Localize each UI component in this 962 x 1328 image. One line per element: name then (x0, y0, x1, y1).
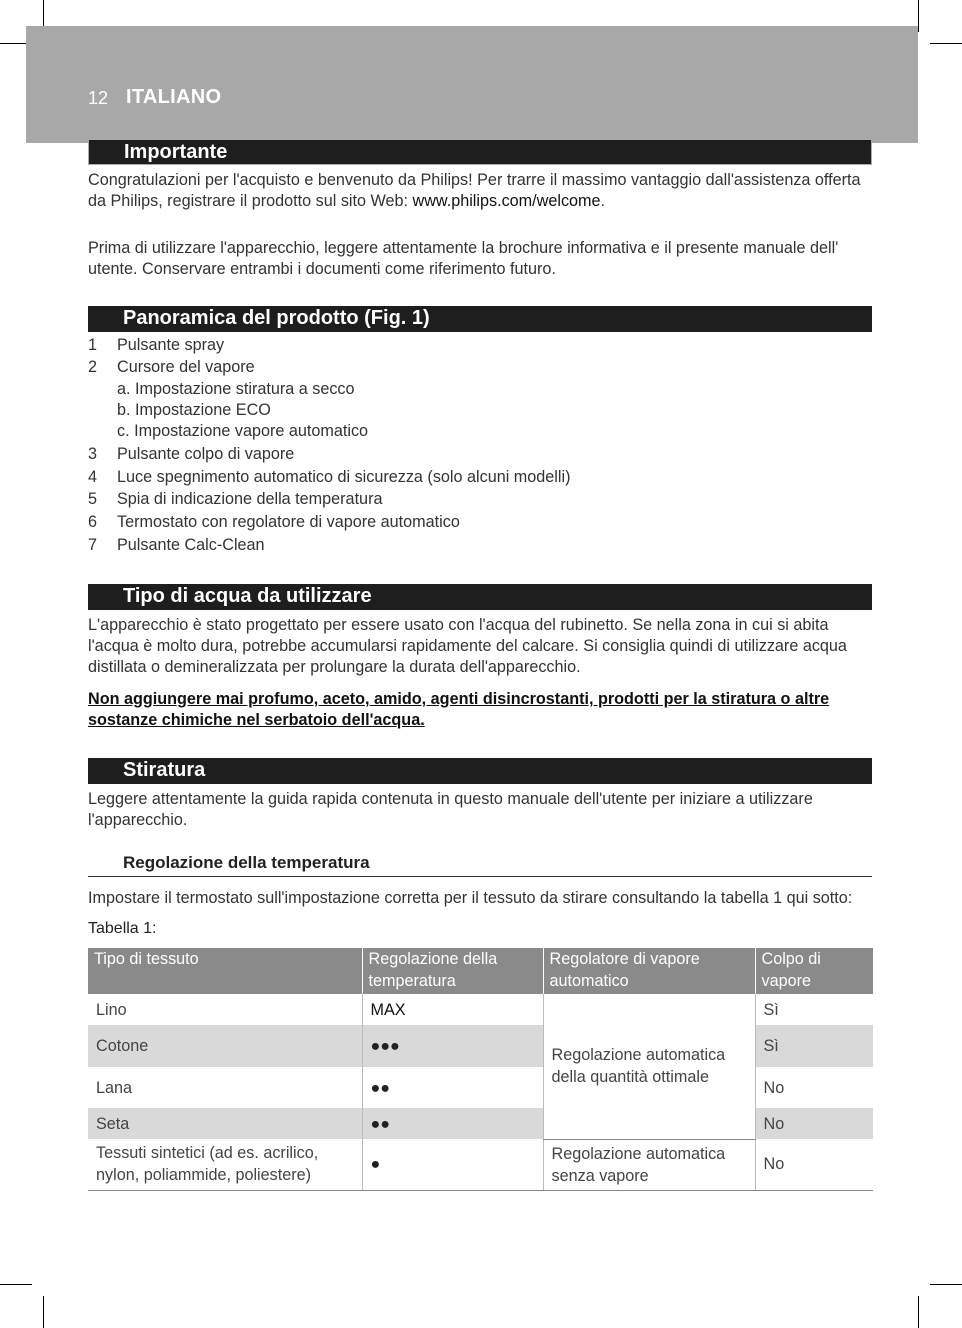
subheading-temperature: Regolazione della temperatura (123, 853, 370, 872)
cell-temp: ●●● (362, 1025, 543, 1067)
intro-text: Congratulazioni per l'acquisto e benvenuto da Philips! Per trarre il massimo vantaggio dall'assistenza offerta da Philips, registrare il prodotto sul sito Web: (88, 171, 861, 210)
intro-paragraph (88, 170, 874, 212)
cell-steam-none: Regolazione automatica senza vapore (543, 1139, 755, 1190)
item-number: 6 (88, 513, 98, 531)
ironing-paragraph: Leggere attentamente la guida rapida contenuta in questo manuale dell'utente per iniziare a utilizzare l'apparecchio. (88, 790, 813, 829)
read-manual-paragraph: Prima di utilizzare l'apparecchio, leggere attentamente la brochure informativa e il presente manuale dell' utente. Conservare entrambi i documenti come riferimento futuro. (88, 239, 839, 278)
cell-fabric: Lino (96, 1000, 127, 1019)
cell-fabric: Seta (88, 1108, 362, 1139)
cell-burst: No (755, 1108, 873, 1139)
section-heading-panoramica (88, 306, 872, 332)
intro-text-end: . (600, 192, 606, 210)
warning-underlined: Non aggiungere mai profumo, aceto, amido, agenti disincrostanti, prodotti per la stiratura o altre sostanze chimiche nel serbatoio dell'acqua. (88, 690, 830, 729)
header-burst: Colpo di vapore (755, 948, 873, 994)
crop-mark (0, 1284, 32, 1285)
item-label: Termostato con regolatore di vapore automatico (117, 513, 460, 531)
thermostat-paragraph: Impostare il termostato sull'impostazione corretta per il tessuto da stirare consultando la tabella 1 qui sotto: (88, 889, 853, 907)
table-row (88, 1108, 873, 1139)
item-number: 3 (88, 445, 98, 463)
crop-mark (918, 0, 919, 32)
crop-mark (930, 1284, 962, 1285)
cell-burst: No (755, 1139, 873, 1190)
cell-fabric: Lana (96, 1078, 133, 1097)
cell-burst: Sì (755, 1025, 873, 1067)
fabric-table (88, 948, 873, 1191)
item-label: Cursore del vapore (117, 358, 255, 376)
section-title: Importante (124, 141, 228, 163)
table-caption: Tabella 1: (88, 920, 157, 937)
table-row (88, 994, 873, 1025)
list-subitem: b. Impostazione ECO (117, 401, 271, 419)
crop-mark (918, 1296, 919, 1328)
item-number: 7 (88, 536, 98, 554)
cell-temp: MAX (362, 994, 543, 1025)
section-heading-importante (88, 139, 872, 165)
table-header-row (88, 948, 873, 994)
table-row (88, 1139, 873, 1190)
item-number: 2 (88, 358, 98, 376)
item-label: Spia di indicazione della temperatura (117, 490, 383, 508)
item-number: 4 (88, 468, 98, 486)
cell-temp: ●● (362, 1108, 543, 1139)
item-number: 5 (88, 490, 98, 508)
cell-temp: ● (362, 1139, 543, 1190)
philips-welcome-link[interactable]: www.philips.com/welcome (412, 192, 601, 210)
item-label: Pulsante spray (117, 336, 225, 354)
language-title: ITALIANO (126, 86, 222, 108)
header-fabric: Tipo di tessuto (88, 948, 362, 994)
item-label: Pulsante colpo di vapore (117, 445, 295, 463)
item-label: Luce spegnimento automatico di sicurezza (solo alcuni modelli) (117, 468, 571, 486)
section-heading-acqua (88, 584, 872, 610)
subheading-rule (88, 876, 872, 877)
item-number: 1 (88, 336, 98, 354)
warning-text (88, 689, 874, 731)
table-row (88, 1025, 873, 1067)
list-subitem: a. Impostazione stiratura a secco (117, 380, 355, 398)
cell-burst: No (755, 1067, 873, 1108)
item-label: Pulsante Calc-Clean (117, 536, 265, 554)
page-number: 12 (88, 88, 109, 108)
header-steam: Regolatore di vapore automatico (543, 948, 755, 994)
section-title: Panoramica del prodotto (Fig. 1) (123, 307, 430, 329)
cell-temp: ●● (362, 1067, 543, 1108)
section-title: Tipo di acqua da utilizzare (123, 585, 372, 607)
crop-mark (930, 43, 962, 44)
header-temperature: Regolazione della temperatura (362, 948, 543, 994)
water-paragraph: L'apparecchio è stato progettato per essere usato con l'acqua del rubinetto. Se nella zona in cui si abita l'acqua è molto dura, potrebbe accumularsi rapidamente del calcare. Si consiglia quindi di utilizzare acqua distillata o demineralizzata per prolungare la durata dell'apparecchio. (88, 616, 847, 676)
cell-steam-auto: Regolazione automatica della quantità ottimale (543, 994, 755, 1139)
cell-burst: Sì (755, 994, 873, 1025)
cell-fabric: Tessuti sintetici (ad es. acrilico, nylon, poliammide, poliestere) (88, 1139, 362, 1190)
table-row (88, 1067, 873, 1108)
section-title: Stiratura (123, 759, 206, 781)
cell-fabric: Cotone (88, 1025, 362, 1067)
list-subitem: c. Impostazione vapore automatico (117, 422, 369, 440)
page-header-band (26, 26, 918, 143)
crop-mark (43, 1296, 44, 1328)
section-heading-stiratura (88, 758, 872, 784)
